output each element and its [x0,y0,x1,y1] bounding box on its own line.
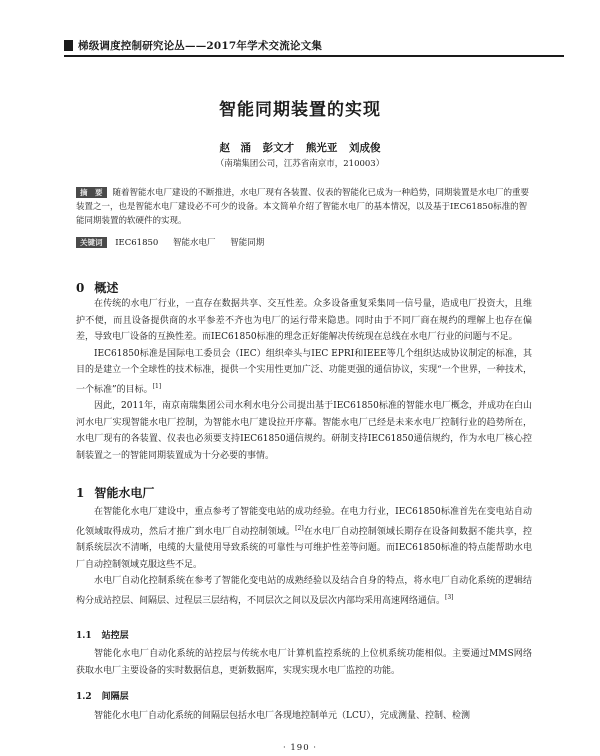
keyword: IEC61850 [115,238,159,248]
author: 赵 涌 [219,142,252,154]
paragraph: 在传统的水电厂行业，一直存在数据共享、交互性差。众多设备重复采集同一信号量，造成电厂投资大，且维护不便，而且设备提供商的水平参差不齐也为电厂的运行带来隐患。同时由于不同厂商在规约的理解上也存在偏差，导致电厂设备的互换性差。而IEC61850标准的理念正好能解决传统现在总线在水电厂行业的问题与不足。 [76,299,532,342]
header-text: 梯级调度控制研究论丛——2017年学术交流论文集 [78,40,323,52]
author: 熊光亚 [305,142,338,154]
section-heading-1: 1 智能水电厂 [76,486,155,500]
subsection-1-1-body [76,646,532,679]
author: 彭文才 [262,142,295,154]
citation: [2] [295,524,304,532]
subsection-1-2-body [76,708,532,725]
abstract-tag: 摘 要 [76,187,107,198]
paragraph: 因此，2011年，南京南瑞集团公司水利水电分公司提出基于IEC61850标准的智能水电厂概念，并成功在白山河水电厂实现智能水电厂控制，为智能水电厂建设拉开序幕。智能水电厂已经是未来水电厂控制行业的趋势所在，水电厂现有的各装置、仪表也必须要支持IEC61850通信规约。研制支持IEC61850通信规约，作为水电厂核心控制装置之一的智能同期装置成为十分必要的事情。 [76,401,532,461]
paragraph: 水电厂自动化控制系统在参考了智能化变电站的成熟经验以及结合自身的特点，将水电厂自动化系统的逻辑结构分成站控层、间隔层、过程层三层结构，不同层次之间以及层次内部均采用高速网络通信。[3] [76,576,532,606]
keyword: 智能水电厂 [173,238,216,248]
header-block-icon [64,40,73,51]
paragraph: 智能化水电厂自动化系统的站控层与传统水电厂计算机监控系统的上位机系统功能相似。主要通过MMS网络获取水电厂主要设备的实时数据信息，更新数据库，实现实现水电厂监控的功能。 [76,649,532,676]
keywords [76,236,532,250]
abstract [76,186,532,228]
page-number: · 190 · [282,743,318,753]
paragraph: 在智能化水电厂建设中，重点参考了智能变电站的成功经验。在电力行业，IEC61850标准首先在变电站自动化领域取得成功，然后才推广到水电厂自动控制领域。[2]在水电厂自动控制领域长期存在设备间数据不能共享，控制系统层次不清晰，电缆的大量使用导致系统的可靠性与可维护性差等问题。而IEC61850标准的特点能帮助水电厂自动控制领域克服这些不足。 [76,507,532,570]
citation: [3] [445,593,454,601]
subsection-heading-1-1: 1.1 站控层 [76,631,129,641]
section-0-body [76,296,532,464]
abstract-text: 随着智能水电厂建设的不断推进，水电厂现有各装置、仪表的智能化已成为一种趋势，同期装置是水电厂的重要装置之一，也是智能水电厂建设必不可少的设备。本文简单介绍了智能水电厂的基本情况，以及基于IEC61850标准的智能同期装置的软硬件的实现。 [76,188,530,226]
subsection-heading-1-2: 1.2 间隔层 [76,692,129,702]
paper-title: 智能同期装置的实现 [219,100,381,120]
paragraph: IEC61850标准是国际电工委员会（IEC）组织牵头与IEC EPRI和IEEE等几个组织达成协议制定的标准，其目的是建立一个全球性的技术标准，提供一个实用性更加广泛、功能更强的通信协议，实现“一个世界，一种技术，一个标准”的目标。[1] [76,348,532,395]
header-rule [64,55,564,57]
running-header [64,38,564,54]
author: 刘成俊 [348,142,381,154]
keyword: 智能同期 [230,238,265,248]
paragraph: 智能化水电厂自动化系统的间隔层包括水电厂各现地控制单元（LCU），完成测量、控制、检测 [94,711,470,721]
affiliation: （南瑞集团公司，江苏省南京市，210003） [215,159,385,169]
keywords-tag: 关键词 [76,237,107,248]
section-heading-0: 0 概述 [76,281,119,295]
citation: [1] [152,382,162,390]
section-1-body [76,504,532,609]
author-list [0,140,600,155]
